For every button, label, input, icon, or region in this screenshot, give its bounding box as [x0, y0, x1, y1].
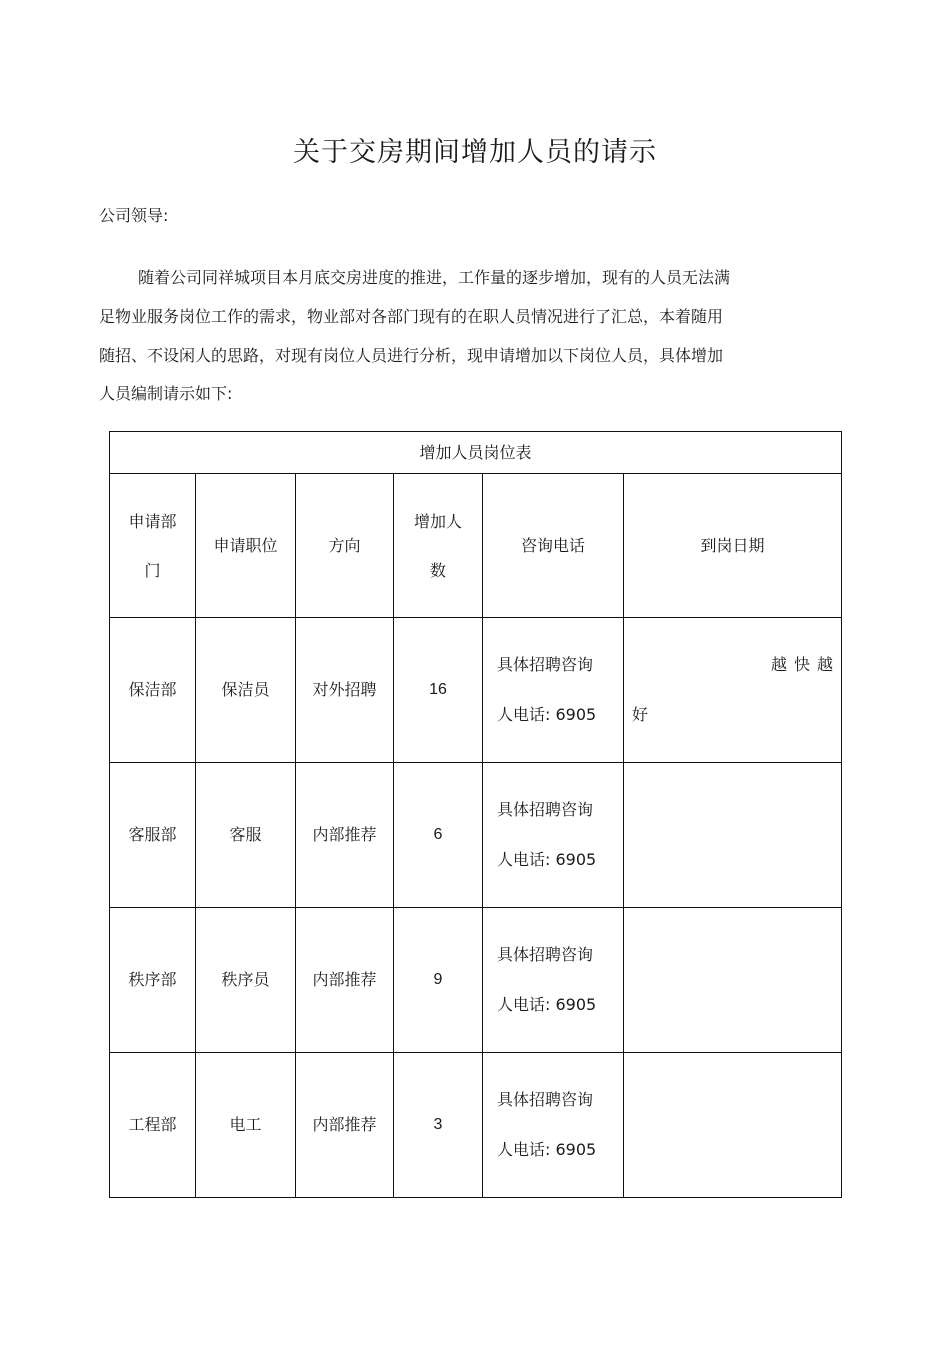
cell-position: 客服 [196, 763, 296, 908]
cell-contact [483, 763, 624, 908]
cell-contact [483, 908, 624, 1053]
cell-dept: 工程部 [110, 1053, 196, 1198]
header-count-line2: 数 [429, 560, 446, 580]
date-line1: 越快越 [771, 655, 841, 674]
cell-date [624, 908, 842, 1053]
cell-count: 16 [394, 618, 483, 763]
cell-direction: 内部推荐 [296, 1053, 394, 1198]
paragraph-line-1: 随着公司同祥城项目本月底交房进度的推进，工作量的逐步增加，现有的人员无法满 [138, 268, 731, 287]
salutation: 公司领导: [99, 206, 169, 225]
header-position: 申请职位 [196, 474, 296, 618]
header-dept [110, 474, 196, 618]
table-title-row [110, 432, 842, 474]
table-title: 增加人员岗位表 [110, 432, 842, 474]
cell-count: 3 [394, 1053, 483, 1198]
paragraph-line-3: 随招、不设闲人的思路，对现有岗位人员进行分析，现申请增加以下岗位人员，具体增加 [99, 346, 724, 365]
cell-date [624, 1053, 842, 1198]
cell-direction: 内部推荐 [296, 763, 394, 908]
table-row [110, 908, 842, 1053]
contact-line1: 具体招聘咨询 [497, 655, 594, 674]
header-count [394, 474, 483, 618]
table-row [110, 763, 842, 908]
cell-position: 电工 [196, 1053, 296, 1198]
table-header-row [110, 474, 842, 618]
header-dept-line1: 申请部 [128, 511, 177, 531]
contact-line2: 人电话: 6905 [497, 705, 597, 724]
header-contact: 咨询电话 [483, 474, 624, 618]
date-line2: 好 [632, 705, 649, 724]
contact-line1: 具体招聘咨询 [497, 800, 594, 819]
table-row [110, 1053, 842, 1198]
cell-position: 秩序员 [196, 908, 296, 1053]
header-count-line1: 增加人 [413, 511, 462, 531]
paragraph-line-4: 人员编制请示如下: [99, 384, 233, 403]
cell-count: 9 [394, 908, 483, 1053]
cell-contact [483, 618, 624, 763]
cell-direction: 内部推荐 [296, 908, 394, 1053]
cell-direction: 对外招聘 [296, 618, 394, 763]
cell-dept: 客服部 [110, 763, 196, 908]
contact-line2: 人电话: 6905 [497, 1140, 597, 1159]
header-direction: 方向 [296, 474, 394, 618]
contact-line2: 人电话: 6905 [497, 850, 597, 869]
document-title: 关于交房期间增加人员的请示 [293, 137, 657, 168]
cell-dept: 保洁部 [110, 618, 196, 763]
cell-count: 6 [394, 763, 483, 908]
contact-line1: 具体招聘咨询 [497, 945, 594, 964]
cell-contact [483, 1053, 624, 1198]
contact-line2: 人电话: 6905 [497, 995, 597, 1014]
paragraph-line-2: 足物业服务岗位工作的需求，物业部对各部门现有的在职人员情况进行了汇总，本着随用 [99, 307, 724, 326]
cell-position: 保洁员 [196, 618, 296, 763]
table-row [110, 618, 842, 763]
staff-increase-table [109, 431, 842, 1198]
header-date: 到岗日期 [624, 474, 842, 618]
cell-date [624, 618, 842, 763]
cell-date [624, 763, 842, 908]
cell-dept: 秩序部 [110, 908, 196, 1053]
contact-line1: 具体招聘咨询 [497, 1090, 594, 1109]
header-dept-line2: 门 [144, 560, 161, 580]
